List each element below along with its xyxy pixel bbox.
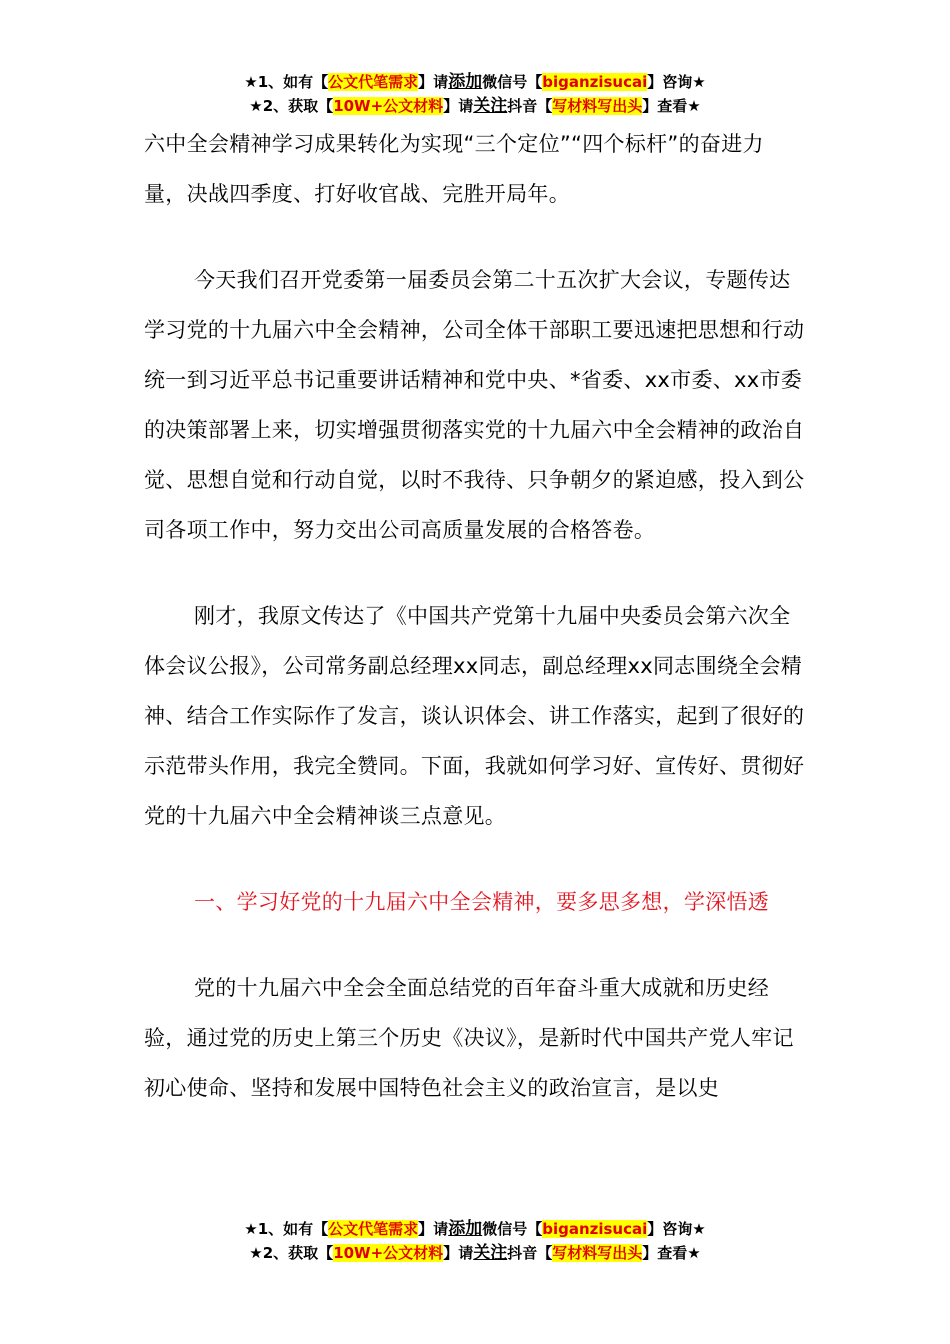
spacer (144, 555, 806, 591)
wechat-id: biganzisucai (542, 1220, 648, 1238)
service-highlight: 公文代笔需求 (328, 73, 419, 91)
paragraph-1: 六中全会精神学习成果转化为实现“三个定位”“四个标杆”的奋进力量，决战四季度、打好收官战、完胜开局年。 (144, 132, 764, 206)
douyin-id: 写材料写出头 (552, 1244, 643, 1262)
materials-highlight: 10W+公文材料 (333, 97, 444, 115)
paragraph-4: 党的十九届六中全会全面总结党的百年奋斗重大成就和历史经验，通过党的历史上第三个历史《决议》，是新时代中国共产党人牢记初心使命、坚持和发展中国特色社会主义的政治宣言，是以史 (144, 976, 794, 1100)
spacer (144, 219, 806, 255)
footer-banner (0, 1217, 950, 1265)
service-highlight: 公文代笔需求 (328, 1220, 419, 1238)
document-body (144, 119, 806, 1113)
materials-highlight: 10W+公文材料 (333, 1244, 444, 1262)
spacer (144, 841, 806, 877)
paragraph-3: 刚才，我原文传达了《中国共产党第十九届中央委员会第六次全体会议公报》，公司常务副总经理xx同志，副总经理xx同志围绕全会精神、结合工作实际作了发言，谈认识体会、讲工作落实，起到了很好的示范带头作用，我完全赞同。下面，我就如何学习好、宣传好、贯彻好党的十九届六中全会精神谈三点意见。 (144, 604, 805, 828)
banner-line-1: ★1、如有【公文代笔需求】请添加微信号【biganzisucai】咨询★ (244, 72, 706, 92)
header-banner (0, 70, 950, 118)
banner-line-2: ★2、获取【10W+公文材料】请关注抖音【写材料写出头】查看★ (249, 1243, 701, 1263)
douyin-id: 写材料写出头 (552, 97, 643, 115)
spacer (144, 927, 806, 963)
banner-line-1: ★1、如有【公文代笔需求】请添加微信号【biganzisucai】咨询★ (244, 1219, 706, 1239)
section-heading-1: 一、学习好党的十九届六中全会精神，要多思多想，学深悟透 (194, 890, 770, 914)
wechat-id: biganzisucai (542, 73, 648, 91)
banner-line-2: ★2、获取【10W+公文材料】请关注抖音【写材料写出头】查看★ (249, 96, 701, 116)
paragraph-2: 今天我们召开党委第一届委员会第二十五次扩大会议，专题传达学习党的十九届六中全会精神，公司全体干部职工要迅速把思想和行动统一到习近平总书记重要讲话精神和党中央、*省委、xx市委、xx市委的决策部署上来，切实增强贯彻落实党的十九届六中全会精神的政治自觉、思想自觉和行动自觉，以时不我待、只争朝夕的紧迫感，投入到公司各项工作中，努力交出公司高质量发展的合格答卷。 (144, 268, 805, 542)
